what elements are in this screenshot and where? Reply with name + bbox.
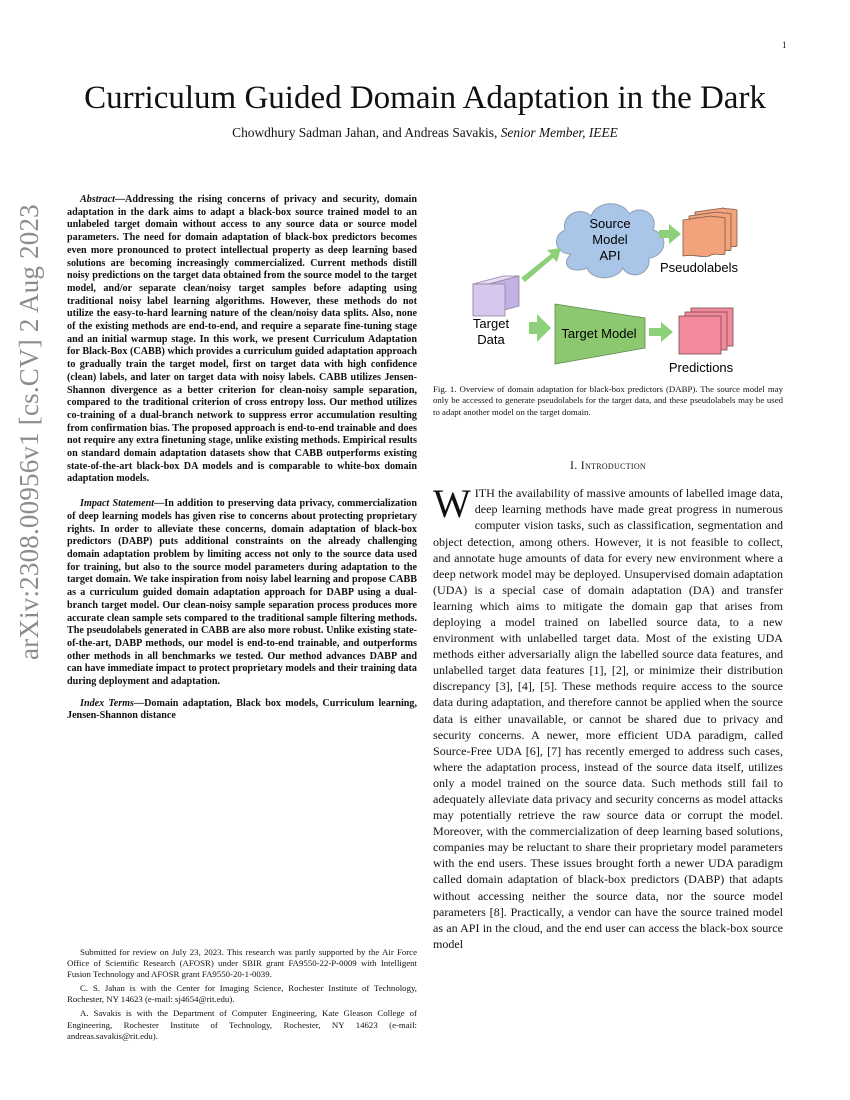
target-data-label-line2: Data bbox=[477, 332, 505, 347]
arrow-to-target-model bbox=[529, 314, 551, 342]
figure-1-diagram bbox=[433, 196, 783, 376]
target-data-cube bbox=[473, 276, 519, 316]
cloud-label-line1: Source bbox=[589, 216, 631, 231]
arrow-to-source-api bbox=[521, 248, 561, 282]
author-names: Chowdhury Sadman Jahan, and Andreas Savakis, bbox=[232, 125, 498, 140]
author-line bbox=[0, 125, 850, 141]
figure-1-caption: Fig. 1. Overview of domain adaptation for black-box predictors (DABP). The source model may only be accessed to generate pseudolabels for the target data, and these pseudolabels may be used to adapt another model on the target domain. bbox=[433, 384, 783, 417]
right-column bbox=[433, 196, 783, 952]
target-data-label-line1: Target bbox=[472, 316, 510, 331]
arxiv-identifier: arXiv:2308.00956v1 [cs.CV] 2 Aug 2023 bbox=[14, 204, 44, 660]
page-number: 1 bbox=[782, 40, 787, 50]
index-terms: Index Terms—Domain adaptation, Black box models, Curriculum learning, Jensen-Shannon distance bbox=[67, 697, 417, 722]
predictions-label: Predictions bbox=[668, 360, 734, 375]
index-terms-text: Domain adaptation, Black box models, Curriculum learning, Jensen-Shannon distance bbox=[67, 697, 417, 722]
impact-text: In addition to preserving data privacy, commercialization of deep learning models has given rise to concerns about protecting proprietary rights. In order to alleviate these concerns, domain adaptation of black-box predictors (DABP) puts additional constraints on the already challenging domain adaptation problem by limiting access not only to the source data used for training, but also to the source model parameters during adaptation to the target domain. We take inspiration from noisy label learning and propose CABB as a curriculum guided domain adaptation approach for DABP using a dual-branch target model. Our clean-noisy sample separation process produces more accurate clean sample sets compared to the traditional sample filtering methods. The pseudolabels generated in CABB are also more robust. Unlike existing state-of-the-art, DABP methods, our model is end-to-end trainable, and outperforms other methods in all benchmarks we tested. Our method advances DABP and can have immediate impact to protect proprietary models and their training data during deployment and adaptation. bbox=[67, 498, 418, 688]
left-column bbox=[67, 194, 417, 723]
abstract: Abstract—Addressing the rising concerns of privacy and security, domain adaptation in the dark aims to adapt a black-box source trained model to an unlabeled target domain without access to any source data or source model parameters. The need for domain adaptation of black-box predictors becomes even more pronounced to protect intellectual property as deep learning based solutions are becoming increasingly commercialized. Current methods distill noisy predictions on the target data obtained from the source model to the target model, and/or separate clean/noisy target samples before adapting using traditional noisy label learning algorithms. However, these methods do not utilize the easy-to-hard learning nature of the clean/noisy data splits. Also, none of the existing methods are end-to-end, and require a separate fine-tuning stage and an initial warmup stage. In this work, we present Curriculum Adaptation for Black-Box (CABB) which provides a curriculum guided adaptation approach to gradually train the target model, first on target data with high confidence (clean) labels, and later on target data with noisy labels. CABB utilizes Jensen-Shannon divergence as a better criterion for clean-noisy sample separation, compared to the traditional criterion of cross entropy loss. Our method utilizes co-training of a dual-branch network to suppress error accumulation resulting from confirmation bias. The proposed approach is end-to-end trainable and does not require any extra finetuning stage, unlike existing methods. Empirical results on standard domain adaptation datasets show that CABB outperforms existing state-of-the-art black-box DA models and is comparable to white-box domain adaptation models. bbox=[67, 194, 417, 485]
introduction-body: ITH the availability of massive amounts of labelled image data, deep learning methods have made great progress in numerous computer vision tasks, such as classification, segmentation and object detection, among others. However, it is not feasible to collect, and annotate huge amounts of data for every new environment where a deep network model may be deployed. Unsupervised domain adaptation (UDA) is a special case of domain adaptation (DA) and transfer learning which aims to mitigate the domain gap that arises from deploying a model trained on labelled source data, to a new environment with unlabelled target data. Most of the existing UDA methods either adversarially align the labelled source data features, and unlabelled target data features [1], [2], or minimize their distribution discrepancy [3], [4], [5]. These methods require access to the source data during adaptation, and therefore cannot be applied when the source data is either unavailable, or cannot be shared due to privacy and security concerns. A newer, more efficient UDA paradigm, called Source-Free UDA [6], [7] has recently emerged to address such cases, where the adaptation process, instead of the source data itself, utilizes only a model trained on the source data. Such methods still fail to adequately alleviate data privacy and security concerns as model attacks may potentially retrieve the raw source data or corrupt the model. Moreover, with the commercialization of deep learning based solutions, companies may be reluctant to share their proprietary model parameters with the end users. These issues brought forth a newer UDA paradigm called domain adaptation of black-box predictors (DABP) that adapts without accessing neither the source data, nor the source model parameters [8]. Practically, a vendor can have the source trained model as an API in the cloud, and the end user can access the black-box source model bbox=[433, 486, 783, 951]
cloud-label-line3: API bbox=[599, 248, 621, 263]
footnote-author-2: A. Savakis is with the Department of Computer Engineering, Kate Gleason College of Engineering, Rochester Institute of Technology, Rochester, NY 14623 (e-mail: andreas.savakis@rit.edu). bbox=[67, 1008, 417, 1041]
impact-statement: Impact Statement—In addition to preserving data privacy, commercialization of deep learning models has given rise to concerns about protecting proprietary rights. In order to alleviate these concerns, domain adaptation of black-box predictors (DABP) puts additional constraints on the already challenging domain adaptation problem by limiting access not only to the source data used for training, but also to the source model parameters during adaptation to the target domain. We take inspiration from noisy label learning and propose CABB as a curriculum guided domain adaptation approach for DABP using a dual-branch target model. Our clean-noisy sample separation process produces more accurate clean sample sets compared to the traditional sample filtering methods. The pseudolabels generated in CABB are also more robust. Unlike existing state-of-the-art, DABP methods, our model is end-to-end trainable, and outperforms other methods in all benchmarks we tested. Our method advances DABP and can have immediate impact to protect proprietary models and their training data during deployment and adaptation. bbox=[67, 498, 418, 688]
footnotes bbox=[67, 947, 417, 1045]
abstract-text: Addressing the rising concerns of privacy and security, domain adaptation in the dark aims to adapt a black-box source trained model to an unlabeled target domain without access to any source data or source model parameters. The need for domain adaptation of black-box predictors becomes even more pronounced to protect intellectual property as deep learning based solutions are becoming increasingly commercialized. Current methods distill noisy predictions on the target data obtained from the source model to the target model, and/or separate clean/noisy target samples before adapting using traditional noisy label learning algorithms. However, these methods do not utilize the easy-to-hard learning nature of the clean/noisy data splits. Also, none of the existing methods are end-to-end, and require a separate fine-tuning stage and an initial warmup stage. In this work, we present Curriculum Adaptation for Black-Box (CABB) which provides a curriculum guided adaptation approach to gradually train the target model, first on target data with high confidence (clean) labels, and later on target data with noisy labels. CABB utilizes Jensen-Shannon divergence as a better criterion for clean-noisy sample separation, compared to the traditional criterion of cross entropy loss. Our method utilizes co-training of a dual-branch network to suppress error accumulation resulting from confirmation bias. The proposed approach is end-to-end trainable and does not require any extra finetuning stage, unlike existing methods. Empirical results on standard domain adaptation datasets show that CABB outperforms existing state-of-the-art black-box DA models and is comparable to white-box domain adaptation models. bbox=[67, 194, 417, 485]
index-terms-label: Index Terms bbox=[80, 697, 134, 709]
section-heading-introduction: I. Introduction bbox=[569, 458, 647, 473]
author-role: Senior Member, IEEE bbox=[500, 125, 618, 140]
pseudolabel-cards bbox=[683, 208, 737, 257]
introduction-text bbox=[433, 481, 783, 952]
footnote-funding: Submitted for review on July 23, 2023. This research was partly supported by the Air Force Office of Scientific Research (AFOSR) under SBIR grant FA9550-22-P-0009 with Intelligent Fusion Technology and AFOSR grant FA9550-20-1-0039. bbox=[67, 947, 417, 980]
cloud-label-line2: Model bbox=[592, 232, 628, 247]
footnote-author-1: C. S. Jahan is with the Center for Imaging Science, Rochester Institute of Technology, Rochester, NY 14623 (e-mail: sj4654@rit.edu). bbox=[67, 983, 417, 1005]
paper-title: Curriculum Guided Domain Adaptation in the Dark bbox=[84, 80, 766, 116]
drop-cap: W bbox=[433, 481, 471, 527]
pseudolabels-label: Pseudolabels bbox=[659, 260, 739, 275]
target-model-label: Target Model bbox=[561, 326, 637, 341]
prediction-cards bbox=[679, 308, 733, 354]
figure-1 bbox=[433, 196, 783, 376]
abstract-label: Abstract bbox=[80, 194, 115, 205]
arrow-to-predictions bbox=[649, 322, 673, 342]
impact-label: Impact Statement bbox=[80, 498, 155, 510]
